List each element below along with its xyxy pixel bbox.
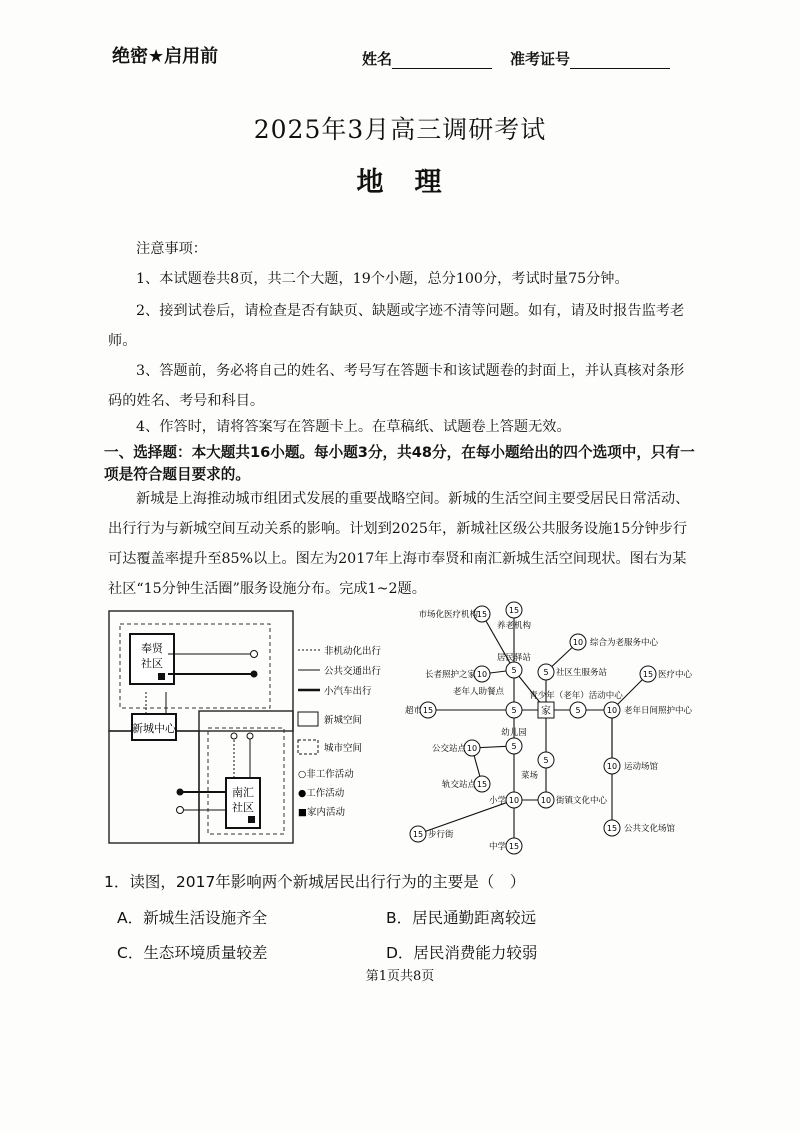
- notice-heading: 注意事项：: [136, 241, 207, 257]
- facility-minutes: 15: [606, 824, 618, 833]
- legend-transit: 公共交通出行: [324, 666, 382, 677]
- home-node-label: 家: [541, 706, 551, 717]
- facility-minutes: 5: [511, 666, 517, 675]
- facility-minutes: 10: [606, 762, 618, 771]
- facility-label: 居民驿站: [496, 653, 532, 663]
- legend-non-work: ○非工作活动: [298, 769, 354, 780]
- section-heading: 一、选择题：本大题共16小题。每小题3分，共48分，在每小题给出的四个选项中，只有一项是符合题目要求的。: [104, 444, 695, 483]
- page-footer: 第1页共8页: [365, 969, 435, 984]
- name-label: 姓名: [362, 50, 393, 68]
- facility-label: 幼儿园: [501, 728, 527, 738]
- work-marker: [251, 671, 258, 678]
- community-1-line-2: 社区: [141, 657, 163, 670]
- facility-minutes: 5: [543, 668, 549, 677]
- secrecy-label: 绝密★启用前: [112, 46, 219, 67]
- question-1-stem: 1．读图，2017年影响两个新城居民出行行为的主要是（ ）: [104, 873, 526, 891]
- legend-city-swatch: [298, 740, 318, 754]
- facility-label: 综合为老服务中心: [590, 638, 659, 648]
- question-1-option-d[interactable]: D．居民消费能力较弱: [386, 944, 538, 962]
- facility-minutes: 15: [508, 606, 520, 615]
- work-marker-2: [177, 789, 184, 796]
- facility-minutes: 5: [543, 756, 549, 765]
- facility-minutes: 10: [572, 638, 584, 647]
- facility-label: 运动场馆: [624, 762, 659, 772]
- facility-label: 老年人助餐点: [452, 687, 504, 697]
- non-work-marker: [251, 651, 258, 658]
- facility-minutes: 10: [508, 796, 520, 805]
- facility-minutes: 5: [575, 706, 581, 715]
- notice-item-1: 1、本试题卷共8页，共二个大题，19个小题，总分100分，考试时量75分钟。: [136, 271, 629, 287]
- question-1-option-c[interactable]: C．生态环境质量较差: [117, 944, 268, 962]
- non-work-marker-4: [247, 733, 253, 739]
- facility-label: 医疗中心: [658, 670, 693, 680]
- facility-label: 街镇文化中心: [556, 796, 608, 806]
- facility-label: 超市: [404, 706, 422, 716]
- legend-new-city: 新城空间: [324, 715, 363, 726]
- notice-item-2: 2、接到试卷后，请检查是否有缺页、缺题或字迹不清等问题。如有，请及时报告监考老师。: [108, 303, 685, 349]
- facility-minutes: 15: [412, 830, 424, 839]
- facility-label: 养老机构: [496, 621, 532, 631]
- facility-minutes: 5: [511, 706, 517, 715]
- facility-minutes: 15: [476, 780, 488, 789]
- non-work-marker-3: [231, 733, 237, 739]
- facility-label: 青少年（老年）活动中心: [529, 691, 623, 701]
- facility-label: 社区生服务站: [556, 668, 608, 678]
- exam-id-field[interactable]: [510, 48, 670, 69]
- network-nodes: [405, 602, 693, 854]
- name-underline: [392, 54, 492, 69]
- home-marker-2: [248, 816, 255, 823]
- question-1-option-a[interactable]: A．新城生活设施齐全: [117, 909, 268, 927]
- exam-id-label: 准考证号: [510, 50, 571, 68]
- community-1-line-1: 奉贤: [141, 642, 163, 655]
- facility-label: 公共文化场馆: [624, 824, 676, 834]
- legend-city: 城市空间: [324, 743, 363, 754]
- facility-label: 中学: [488, 842, 506, 852]
- facility-minutes: 5: [511, 742, 517, 751]
- notice-item-3: 3、答题前，务必将自己的姓名、考号写在答题卡和该试题卷的封面上，并认真核对条形码的姓名、考号和科目。: [108, 363, 685, 409]
- facility-label: 菜场: [520, 771, 538, 781]
- notice-item-4: 4、作答时，请将答案写在答题卡上。在草稿纸、试题卷上答题无效。: [136, 419, 571, 435]
- legend-new-city-swatch: [298, 712, 318, 726]
- facility-label: 小学: [488, 796, 506, 806]
- city-box-left: [109, 731, 199, 843]
- right-figure: [396, 598, 706, 856]
- legend-work: ●工作活动: [298, 788, 345, 799]
- facility-label: 长者照护之家: [424, 670, 476, 680]
- community-2-line-1: 南汇: [232, 786, 254, 799]
- facility-label: 轨交站点: [441, 780, 476, 790]
- facility-minutes: 15: [508, 842, 520, 851]
- facility-minutes: 15: [422, 706, 434, 715]
- legend-walk: 非机动化出行: [324, 646, 382, 657]
- facility-label: 市场化医疗机构: [418, 610, 478, 620]
- legend-home: ■家内活动: [298, 807, 345, 818]
- question-1-option-b[interactable]: B．居民通勤距离较远: [386, 909, 537, 927]
- facility-label: 公交站点: [431, 744, 466, 754]
- passage: 新城是上海推动城市组团式发展的重要战略空间。新城的生活空间主要受居民日常活动、出行行为与新城空间互动关系的影响。计划到2025年，新城社区级公共服务设施15分钟步行可达覆盖率提升至85%以上。图左为2017年上海市奉贤和南汇新城生活空间现状。图右为某社区“15分钟生活圈”服务设施分布。完成1~2题。: [108, 491, 690, 597]
- subject-title: 地 理: [356, 167, 444, 198]
- facility-minutes: 10: [606, 706, 618, 715]
- name-field[interactable]: [362, 48, 492, 69]
- community-2-line-2: 社区: [232, 801, 254, 814]
- left-figure: [108, 610, 396, 846]
- facility-minutes: 15: [642, 670, 654, 679]
- legend-car: 小汽车出行: [324, 686, 372, 697]
- facility-label: 老年日间照护中心: [624, 706, 693, 716]
- facility-minutes: 15: [476, 610, 488, 619]
- facility-minutes: 10: [466, 744, 478, 753]
- facility-label: 步行街: [428, 830, 454, 840]
- exam-title: 2025年3月高三调研考试: [253, 115, 547, 144]
- facility-minutes: 10: [540, 796, 552, 805]
- non-work-marker-2: [177, 807, 184, 814]
- new-city-center-label: 新城中心: [132, 722, 176, 735]
- home-marker-1: [158, 673, 165, 680]
- exam-id-underline: [570, 54, 670, 69]
- facility-minutes: 10: [476, 670, 488, 679]
